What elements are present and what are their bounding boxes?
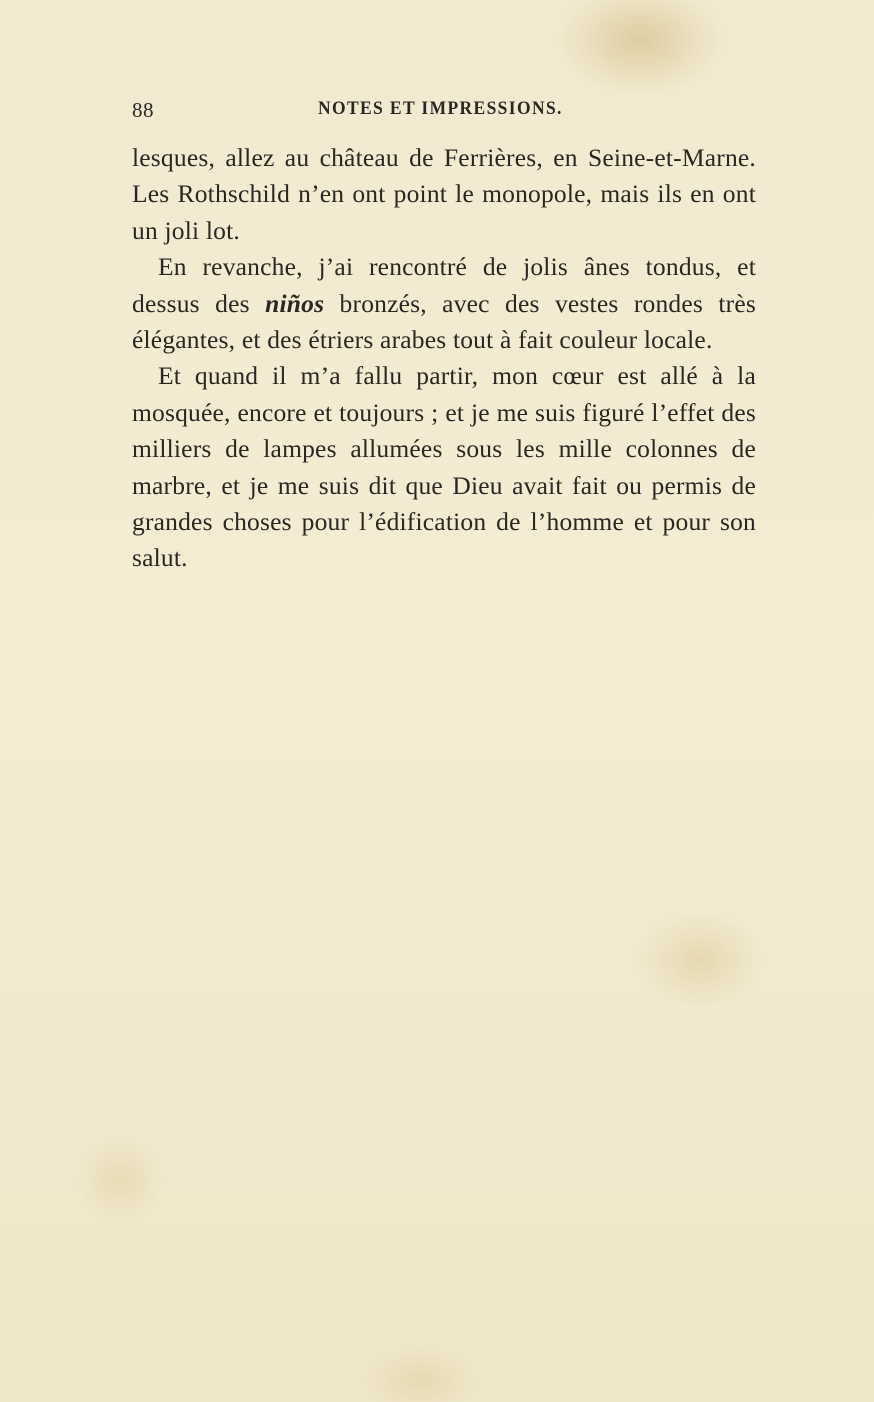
page-number: 88 — [132, 98, 154, 122]
body-text — [132, 140, 756, 577]
paragraph-2 — [132, 249, 756, 358]
paragraph-3 — [132, 358, 756, 576]
running-title: NOTES ET IMPRESSIONS. — [318, 98, 563, 119]
paragraph-2-before: En revanche, j’ai rencontré de jolis ânes tondus, et dessus des — [132, 252, 756, 318]
paragraph-2-after: bronzés, avec des vestes rondes très élégantes, et des étriers arabes tout à fait couleur locale. — [132, 288, 756, 355]
paragraph-3-text: Et quand il m’a fallu partir, mon cœur est allé à la mosquée, encore et toujours ; et je me suis figuré l’effet des milliers de lampes allumées sous les mille colonnes de marbre, et je me suis dit que Dieu avait fait ou permis de grandes choses pour l’édification de l’homme et pour son salut. — [132, 361, 756, 573]
running-head — [132, 98, 756, 130]
paragraph-1-text: lesques, allez au château de Ferrières, en Seine-et-Marne. Les Rothschild n’en ont point le monopole, mais ils en ont un joli lot. — [132, 143, 756, 245]
paragraph-1 — [132, 140, 756, 249]
italic-word: niños — [265, 288, 325, 318]
